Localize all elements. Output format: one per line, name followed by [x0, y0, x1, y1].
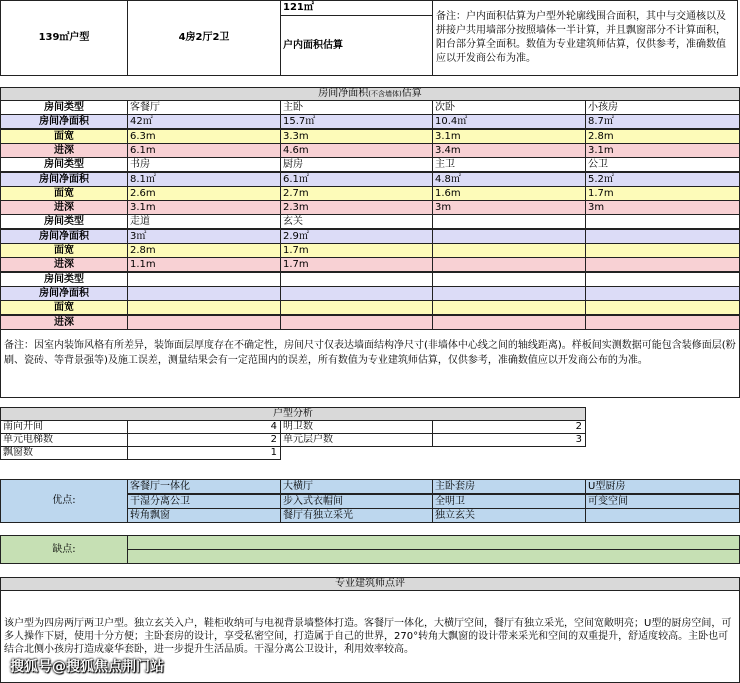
review-title: 专业建筑师点评: [0, 577, 740, 591]
room-width: 1.6m: [432, 186, 586, 201]
room-type: [585, 272, 740, 287]
room-width: [585, 243, 740, 258]
analysis-label: 单元层户数: [280, 433, 433, 447]
row-label: 房间净面积: [0, 172, 128, 187]
room-depth: [585, 257, 740, 272]
room-area: 8.1㎡: [127, 172, 281, 187]
watermark: 搜狐号@搜狐焦点荆门站: [10, 659, 164, 675]
pros-item: 干湿分离公卫: [127, 494, 281, 509]
room-type: 主卧: [280, 100, 433, 115]
area-label: 户内面积估算: [280, 15, 433, 76]
room-area: 8.7㎡: [585, 114, 740, 129]
cons-row-2: [127, 549, 740, 564]
room-area: 5.2㎡: [585, 172, 740, 187]
room-type: [432, 214, 586, 229]
room-width: [432, 243, 586, 258]
pros-item: 独立玄关: [432, 508, 586, 523]
room-width: 2.7m: [280, 186, 433, 201]
room-depth: [585, 315, 740, 330]
room-layout: 4房2厅2卫: [127, 0, 281, 76]
room-type: [280, 272, 433, 287]
area-note: 备注：户内面积估算为户型外轮廓线围合面积，其中与交通核以及拼接户共用墙部分按照墙体一半计算，并且飘窗部分不计算面积，阳台部分算全面积。数值为专业建筑师估算，仅供参考，准确数值应以开发商公布为准。: [432, 0, 738, 76]
room-area: 2.9㎡: [280, 229, 433, 244]
room-width: 3.3m: [280, 129, 433, 144]
cons-label: 缺点:: [0, 535, 128, 564]
room-type: 走道: [127, 214, 281, 229]
room-type: 主卫: [432, 157, 586, 172]
analysis-value: 3: [432, 433, 586, 447]
unit-type: 139㎡户型: [0, 0, 128, 76]
pros-item: 全明卫: [432, 494, 586, 509]
room-area: 6.1㎡: [280, 172, 433, 187]
room-depth: 3.1m: [585, 143, 740, 158]
room-width: 2.6m: [127, 186, 281, 201]
room-depth: [280, 315, 433, 330]
room-area: 42㎡: [127, 114, 281, 129]
row-label: 房间类型: [0, 100, 128, 115]
pros-item: 可变空间: [585, 494, 740, 509]
row-label: 面宽: [0, 243, 128, 258]
room-width: 1.7m: [585, 186, 740, 201]
room-note: 备注：因室内装饰风格有所差异，装饰面层厚度存在不确定性，房间尺寸仅表达墙面结构净尺寸(非墙体中心线之间的轴线距离)。样板间实测数据可能包含装修面层(粉刷、瓷砖、等背景强等)及施工误差，测量结果会有一定范围内的误差，所有数值为专业建筑师估算，仅供参考，准确数值应以开发商公布的为准。: [0, 329, 740, 398]
analysis-value: 2: [432, 420, 586, 434]
pros-item: U型厨房: [585, 479, 740, 494]
row-label: 面宽: [0, 300, 128, 315]
room-depth: 6.1m: [127, 143, 281, 158]
room-area: 4.8㎡: [432, 172, 586, 187]
room-area: [585, 229, 740, 244]
pros-item: [585, 508, 740, 523]
room-depth: 3m: [432, 200, 586, 215]
room-area: [432, 286, 586, 301]
row-label: 面宽: [0, 186, 128, 201]
row-label: 房间净面积: [0, 286, 128, 301]
room-type: 次卧: [432, 100, 586, 115]
pros-item: 转角飘窗: [127, 508, 281, 523]
review-text: 该户型为四房两厅两卫户型。独立玄关入户，鞋柜收纳可与电视背景墙整体打造。客餐厅一体化，大横厅空间，餐厅有独立采光，空间宽敞明亮；U型的厨房空间，可多人操作下厨，使用十分方便；主卧套房的设计，享受私密空间，打造属于自己的世界，270°转角大飘窗的设计带来采光和空间的双重提升，舒适度较高。主卧也可结合北侧小孩房打造成豪华套卧，进一步提升生活品质。干湿分离公卫设计，利用效率较高。: [0, 590, 740, 683]
room-depth: [127, 315, 281, 330]
pros-label: 优点:: [0, 479, 128, 523]
analysis-label: 南向开间: [0, 420, 128, 434]
analysis-label: 飘窗数: [0, 446, 128, 460]
room-area: [585, 286, 740, 301]
room-type: 公卫: [585, 157, 740, 172]
analysis-label: 明卫数: [280, 420, 433, 434]
row-label: 房间类型: [0, 272, 128, 287]
room-depth: 3.4m: [432, 143, 586, 158]
room-depth: 1.1m: [127, 257, 281, 272]
room-depth: [432, 315, 586, 330]
pros-item: 大横厅: [280, 479, 433, 494]
room-type: [585, 214, 740, 229]
room-width: 3.1m: [432, 129, 586, 144]
room-depth: 1.7m: [280, 257, 433, 272]
room-width: 2.8m: [585, 129, 740, 144]
room-width: [280, 300, 433, 315]
pros-item: 客餐厅一体化: [127, 479, 281, 494]
analysis-value: 2: [127, 433, 281, 447]
analysis-title: 户型分析: [0, 407, 586, 421]
room-type: 客餐厅: [127, 100, 281, 115]
room-width: [432, 300, 586, 315]
room-type: 厨房: [280, 157, 433, 172]
room-type: 书房: [127, 157, 281, 172]
room-type: [432, 272, 586, 287]
room-width: [127, 300, 281, 315]
row-label: 面宽: [0, 129, 128, 144]
room-depth: 3.1m: [127, 200, 281, 215]
room-area: 3㎡: [127, 229, 281, 244]
room-width: 6.3m: [127, 129, 281, 144]
row-label: 房间净面积: [0, 229, 128, 244]
room-depth: 3m: [585, 200, 740, 215]
row-label: 进深: [0, 200, 128, 215]
room-area: 15.7㎡: [280, 114, 433, 129]
room-type: 玄关: [280, 214, 433, 229]
room-depth: 2.3m: [280, 200, 433, 215]
pros-item: 餐厅有独立采光: [280, 508, 433, 523]
room-width: [585, 300, 740, 315]
row-label: 进深: [0, 143, 128, 158]
row-label: 房间类型: [0, 157, 128, 172]
analysis-label: 单元电梯数: [0, 433, 128, 447]
cons-row-1: [127, 535, 740, 550]
row-label: 进深: [0, 315, 128, 330]
analysis-value: 4: [127, 420, 281, 434]
row-label: 房间类型: [0, 214, 128, 229]
row-label: 房间净面积: [0, 114, 128, 129]
room-area: [280, 286, 433, 301]
room-area: [127, 286, 281, 301]
room-depth: 4.6m: [280, 143, 433, 158]
room-type: 小孩房: [585, 100, 740, 115]
room-width: 2.8m: [127, 243, 281, 258]
room-width: 1.7m: [280, 243, 433, 258]
room-area: 10.4㎡: [432, 114, 586, 129]
room-area: [432, 229, 586, 244]
pros-item: 步入式衣帽间: [280, 494, 433, 509]
analysis-value: 1: [127, 446, 281, 460]
room-type: [127, 272, 281, 287]
area-value: 121㎡: [280, 0, 433, 16]
room-section-title: 房间净面积(不含墙体)估算: [0, 87, 740, 101]
pros-item: 主卧套房: [432, 479, 586, 494]
room-depth: [432, 257, 586, 272]
row-label: 进深: [0, 257, 128, 272]
